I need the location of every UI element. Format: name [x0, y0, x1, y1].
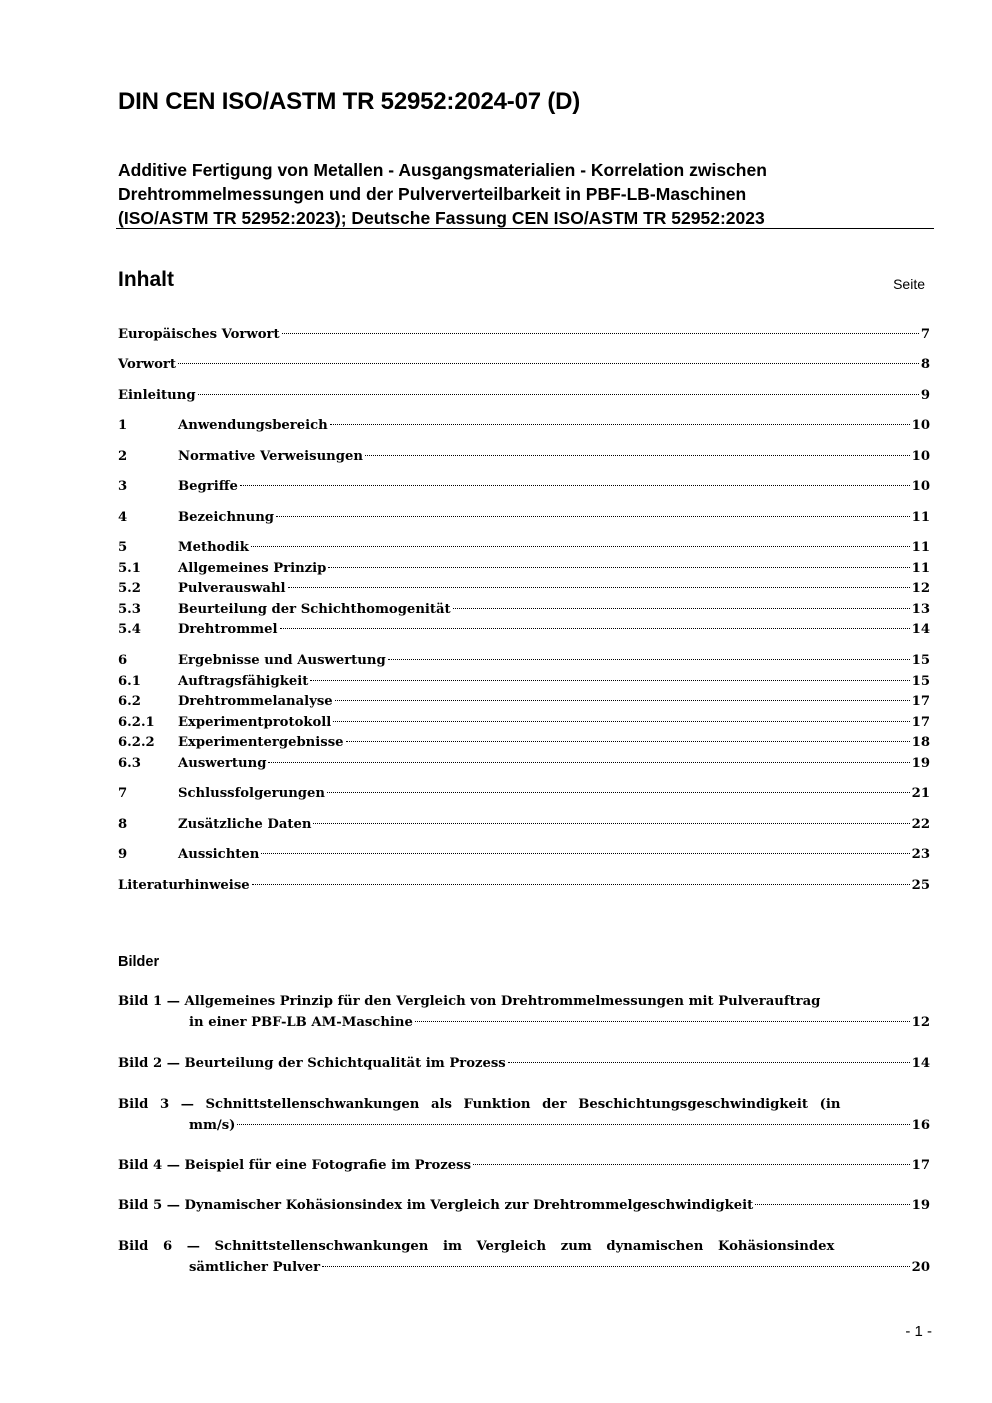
toc-dot-leader: [261, 853, 909, 854]
toc-entry-number: 5.4: [118, 622, 141, 637]
toc-entry-page: 13: [911, 602, 930, 617]
toc-entry-number: 6.2: [118, 694, 141, 709]
toc-entry[interactable]: [118, 559, 930, 579]
toc-dot-leader: [310, 680, 909, 681]
toc-entry-number: 6.2.2: [118, 735, 155, 750]
document-title: DIN CEN ISO/ASTM TR 52952:2024-07 (D): [118, 88, 581, 115]
toc-dot-leader: [346, 741, 910, 742]
toc-entry-page: 18: [911, 735, 930, 750]
toc-dot-leader: [251, 546, 910, 547]
figure-entry-page: 12: [911, 1015, 930, 1030]
subtitle-line: Drehtrommelmessungen und der Pulververteilbarkeit in PBF-LB-Maschinen: [118, 184, 747, 204]
toc-entry[interactable]: [118, 538, 930, 558]
toc-entry-title: Methodik: [178, 540, 249, 555]
toc-entry[interactable]: [118, 579, 930, 599]
figure-entry[interactable]: [118, 1053, 930, 1074]
figures-heading: Bilder: [118, 954, 160, 970]
toc-entry-title: Einleitung: [118, 388, 196, 403]
figure-entry-caption-continued: mm/s): [189, 1118, 236, 1133]
toc-dot-leader: [508, 1062, 910, 1063]
toc-entry-title: Drehtrommel: [178, 622, 278, 637]
toc-dot-leader: [453, 608, 910, 609]
toc-entry[interactable]: [118, 416, 930, 436]
document-subtitle: [118, 158, 934, 230]
toc-dot-leader: [178, 363, 919, 364]
toc-entry-page: 11: [911, 510, 930, 525]
toc-entry-page: 25: [911, 878, 930, 893]
toc-entry[interactable]: [118, 784, 930, 804]
toc-entry-title: Begriffe: [178, 479, 238, 494]
toc-dot-leader: [335, 700, 910, 701]
title-divider: [116, 228, 934, 229]
toc-entry-number: 3: [118, 479, 128, 494]
toc-entry-number: 1: [118, 418, 128, 433]
toc-dot-leader: [240, 485, 910, 486]
toc-entry[interactable]: [118, 477, 930, 497]
figure-entry-caption-continued: sämtlicher Pulver: [189, 1260, 321, 1275]
toc-entry[interactable]: [118, 600, 930, 620]
toc-entry-number: 5.3: [118, 602, 141, 617]
figure-entry-caption: Bild 5 — Dynamischer Kohäsionsindex im Vergleich zur Drehtrommelgeschwindigkeit: [118, 1198, 754, 1213]
toc-entry[interactable]: [118, 447, 930, 467]
toc-entry-page: 17: [911, 715, 930, 730]
toc-entry-title: Schlussfolgerungen: [178, 786, 326, 801]
figure-entry[interactable]: [118, 1094, 930, 1136]
toc-entry-number: 6.1: [118, 674, 141, 689]
toc-entry-number: 9: [118, 847, 128, 862]
toc-dot-leader: [333, 721, 909, 722]
toc-entry[interactable]: [118, 713, 930, 733]
toc-entry-page: 22: [911, 817, 930, 832]
toc-entry-title: Experimentergebnisse: [178, 735, 344, 750]
toc-entry-number: 7: [118, 786, 128, 801]
toc-entry-page: 21: [911, 786, 930, 801]
figure-entry[interactable]: [118, 991, 930, 1033]
toc-entry-number: 4: [118, 510, 128, 525]
toc-entry-title: Auswertung: [178, 756, 267, 771]
toc-entry-title: Bezeichnung: [178, 510, 275, 525]
subtitle-line: Additive Fertigung von Metallen - Ausgangsmaterialien - Korrelation zwischen: [118, 160, 767, 180]
toc-entry[interactable]: [118, 876, 930, 896]
toc-dot-leader: [237, 1124, 909, 1125]
toc-dot-leader: [365, 455, 910, 456]
toc-entry-title: Ergebnisse und Auswertung: [178, 653, 386, 668]
toc-entry[interactable]: [118, 815, 930, 835]
toc-entry[interactable]: [118, 692, 930, 712]
toc-entry-title: Experimentprotokoll: [178, 715, 332, 730]
toc-dot-leader: [328, 567, 909, 568]
toc-entry-title: Auftragsfähigkeit: [178, 674, 309, 689]
figure-entry-caption: Bild 3 — Schnittstellenschwankungen als Funktion der Beschichtungsgeschwindigkeit (in: [118, 1097, 841, 1112]
toc-page-column-label: Seite: [893, 276, 925, 292]
figure-entry-caption: Bild 1 — Allgemeines Prinzip für den Vergleich von Drehtrommelmessungen mit Pulverauftrag: [118, 994, 821, 1009]
toc-entry-title: Drehtrommelanalyse: [178, 694, 333, 709]
toc-entry-title: Beurteilung der Schichthomogenität: [178, 602, 451, 617]
toc-entry[interactable]: [118, 508, 930, 528]
toc-dot-leader: [252, 884, 910, 885]
toc-entry-number: 8: [118, 817, 128, 832]
toc-dot-leader: [327, 792, 910, 793]
toc-entry-page: 19: [911, 756, 930, 771]
toc-dot-leader: [276, 516, 910, 517]
toc-entry-number: 6.3: [118, 756, 141, 771]
toc-entry[interactable]: [118, 651, 930, 671]
figure-entry[interactable]: [118, 1155, 930, 1176]
toc-entry-number: 6: [118, 653, 128, 668]
toc-entry-page: 15: [911, 674, 930, 689]
toc-entry-number: 5.2: [118, 581, 141, 596]
toc-entry-page: 12: [911, 581, 930, 596]
toc-entry-page: 10: [911, 479, 930, 494]
toc-entry-number: 6.2.1: [118, 715, 155, 730]
toc-entry[interactable]: [118, 386, 930, 406]
toc-entry-page: 23: [911, 847, 930, 862]
toc-entry-page: 10: [911, 418, 930, 433]
figure-entry-page: 14: [911, 1056, 930, 1071]
toc-entry-page: 7: [920, 327, 930, 342]
toc-dot-leader: [330, 424, 910, 425]
toc-entry-title: Aussichten: [178, 847, 260, 862]
toc-entry[interactable]: [118, 754, 930, 774]
figure-entry-page: 16: [911, 1118, 930, 1133]
toc-entry[interactable]: [118, 355, 930, 375]
toc-entry[interactable]: [118, 325, 930, 345]
toc-dot-leader: [282, 333, 919, 334]
toc-entry-number: 5.1: [118, 561, 141, 576]
toc-entry-title: Pulverauswahl: [178, 581, 286, 596]
toc-entry-page: 8: [920, 357, 930, 372]
toc-entry-page: 11: [911, 540, 930, 555]
toc-entry-title: Anwendungsbereich: [178, 418, 328, 433]
toc-dot-leader: [322, 1266, 910, 1267]
toc-dot-leader: [313, 823, 909, 824]
figure-entry-caption: Bild 4 — Beispiel für eine Fotografie im Prozess: [118, 1158, 472, 1173]
page-number: - 1 -: [905, 1323, 932, 1340]
figure-entry[interactable]: [118, 1195, 930, 1216]
toc-entry-title: Europäisches Vorwort: [118, 327, 280, 342]
toc-entry-page: 15: [911, 653, 930, 668]
toc-entry-page: 11: [911, 561, 930, 576]
toc-heading: Inhalt: [118, 268, 174, 291]
toc-entry[interactable]: [118, 845, 930, 865]
subtitle-line: (ISO/ASTM TR 52952:2023); Deutsche Fassung CEN ISO/ASTM TR 52952:2023: [118, 208, 765, 228]
figure-entry-caption: Bild 6 — Schnittstellenschwankungen im Vergleich zum dynamischen Kohäsionsindex: [118, 1239, 835, 1254]
toc-dot-leader: [268, 762, 909, 763]
toc-dot-leader: [280, 628, 910, 629]
toc-entry-page: 9: [920, 388, 930, 403]
figure-entry-page: 17: [911, 1158, 930, 1173]
toc-dot-leader: [473, 1164, 910, 1165]
figure-entry[interactable]: [118, 1236, 930, 1278]
toc-dot-leader: [388, 659, 910, 660]
toc-entry-title: Allgemeines Prinzip: [178, 561, 327, 576]
toc-entry-number: 5: [118, 540, 128, 555]
toc-entry-page: 17: [911, 694, 930, 709]
toc-dot-leader: [198, 394, 919, 395]
toc-dot-leader: [288, 587, 910, 588]
toc-entry-number: 2: [118, 449, 128, 464]
toc-entry-title: Normative Verweisungen: [178, 449, 363, 464]
toc-dot-leader: [415, 1021, 910, 1022]
figure-entry-caption: Bild 2 — Beurteilung der Schichtqualität im Prozess: [118, 1056, 506, 1071]
toc-entry-title: Zusätzliche Daten: [178, 817, 312, 832]
toc-entry[interactable]: [118, 733, 930, 753]
toc-entry-title: Literaturhinweise: [118, 878, 250, 893]
figure-entry-caption-continued: in einer PBF-LB AM-Maschine: [189, 1015, 413, 1030]
toc-entry-title: Vorwort: [118, 357, 176, 372]
figure-entry-page: 19: [911, 1198, 930, 1213]
toc-entry[interactable]: [118, 620, 930, 640]
toc-entry-page: 10: [911, 449, 930, 464]
figure-entry-page: 20: [911, 1260, 930, 1275]
toc-entry-page: 14: [911, 622, 930, 637]
toc-dot-leader: [755, 1204, 909, 1205]
toc-entry[interactable]: [118, 672, 930, 692]
